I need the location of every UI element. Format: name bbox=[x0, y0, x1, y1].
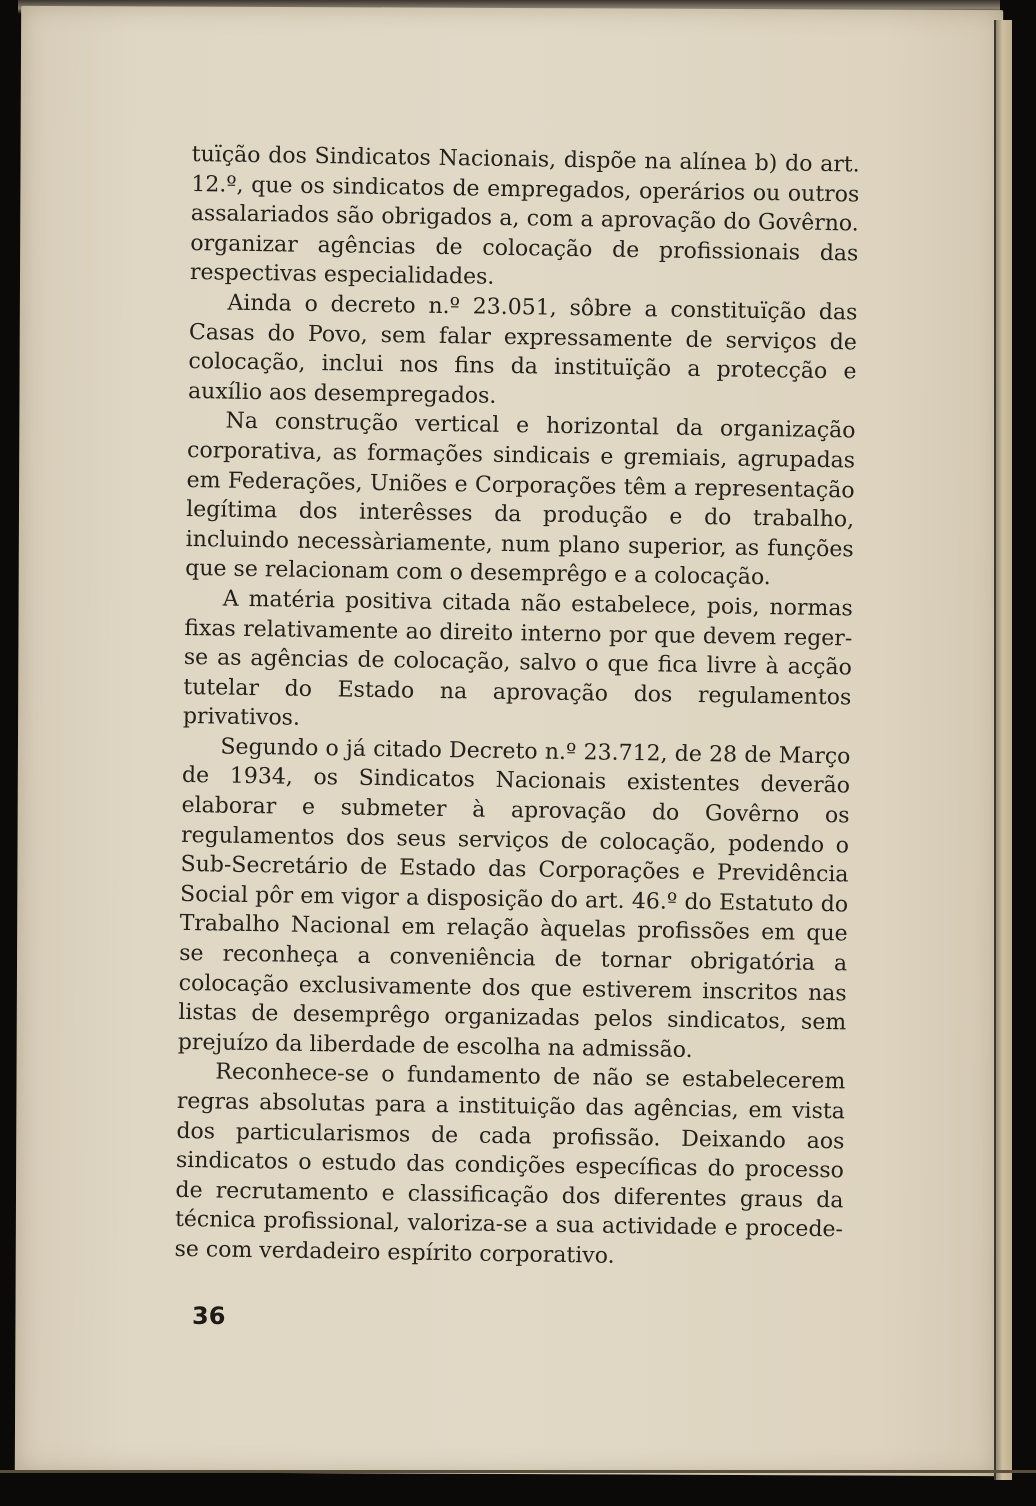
paragraph: A matéria positiva citada não estabelece, pois, normas fixas relativamente ao direito interno por que devem reger-se as agências de colocação, salvo o que fica livre à acção tutelar do Estado na aprovação dos regulamentos privativos. bbox=[182, 586, 853, 732]
next-page-edge bbox=[994, 20, 1012, 1480]
paragraph: Segundo o já citado Decreto n.º 23.712, de 28 de Março de 1934, os Sindicatos Nacionais existentes deverão elaborar e submeter à aprovação do Govêrno os regulamentos dos seus serviços de colocação, podendo o Sub-Secretário de Estado das Corporações e Previdência Social pôr em vigor a disposição do art. 46.º do Estatuto do Trabalho Nacional em relação àquelas profissões em que se reconheça a conveniência de tornar obrigatória a colocação exclusivamente dos que estiverem inscritos nas listas de desemprêgo organizadas pelos sindicatos, sem prejuízo da liberdade de escolha na admissão. bbox=[177, 734, 851, 1063]
paragraph: Na construção vertical e horizontal da organização corporativa, as formações sindicais e gremiais, agrupadas em Federações, Uniões e Corporações têm a representação legítima dos interêsses da produção e do trabalho, incluindo necessàriamente, num plano superior, as funções que se relacionam com o desemprêgo e a colocação. bbox=[185, 408, 856, 591]
body-text bbox=[174, 140, 860, 1275]
paragraph: Ainda o decreto n.º 23.051, sôbre a constituïção das Casas do Povo, sem falar expressamente de serviços de colocação, inclui nos fins da instituïção a protecção e auxílio aos desempregados. bbox=[187, 290, 858, 409]
paragraph: tuïção dos Sindicatos Nacionais, dispõe na alínea b) do art. 12.º, que os sindicatos de empregados, operários ou outros assalariados são obrigados a, com a aprovação do Govêrno. organizar agências de colocação de profissionais das respectivas especialidades. bbox=[189, 141, 860, 291]
page-bottom-edge bbox=[0, 1470, 1036, 1473]
page-number: 36 bbox=[192, 1302, 226, 1330]
paragraph: Reconhece-se o fundamento de não se estabelecerem regras absolutas para a instituição das agências, em vista dos particularismos de cada profissão. Deixando aos sindicatos o estudo das condições específicas do processo de recrutamento e classificação dos diferentes graus da técnica profissional, valoriza-se a sua actividade e procede-se com verdadeiro espírito corporativo. bbox=[174, 1059, 846, 1269]
